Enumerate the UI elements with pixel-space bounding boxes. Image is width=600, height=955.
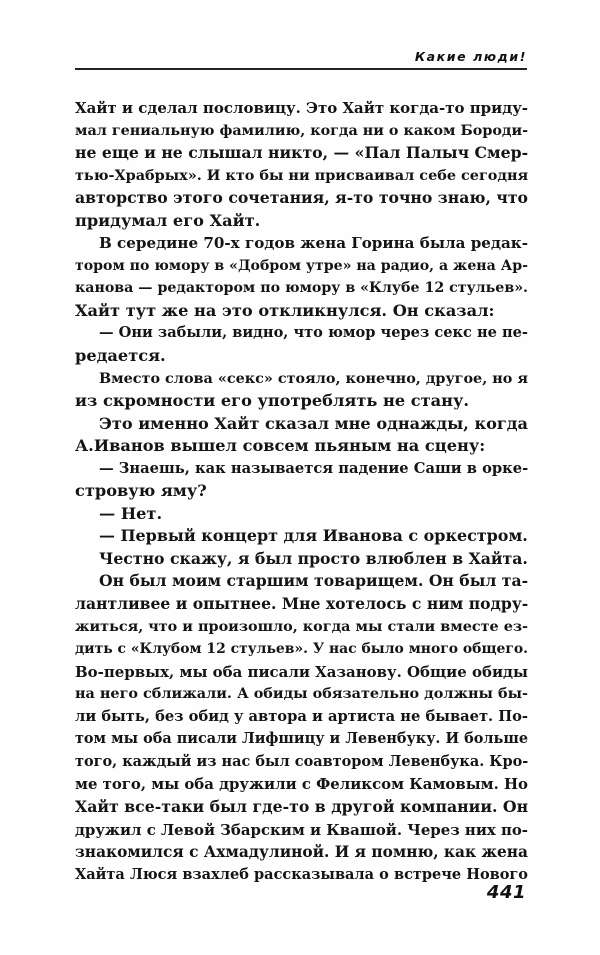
body-text [75,97,528,886]
text-line: — Знаешь, как называется падение Саши в орке- [99,459,529,477]
text-line: — Нет. [99,503,163,523]
text-line: А.Иванов вышел совсем пьяным на сцену: [75,436,486,456]
text-line: из скромности его употреблять не стану. [75,391,470,411]
header-rule [75,68,527,70]
text-line: знакомился с Ахмадулиной. И я помню, как жена [75,843,528,862]
text-line: авторство этого сочетания, я-то точно знаю, что [75,188,528,208]
text-line: Честно скажу, я был просто влюблен в Хайта. [99,548,528,568]
text-line: дить с «Клубом 12 стульев». У нас было много общего. [75,641,528,658]
text-line: редается. [75,346,166,366]
text-line: В середине 70-х годов жена Горина была редак- [99,234,529,253]
text-line: Вместо слова «секс» стояло, конечно, другое, но я [99,369,528,387]
text-line: ли быть, без обид у автора и артиста не бывает. По- [75,707,528,725]
page-number: 441 [486,882,526,903]
text-line: тором по юмору в «Добром утре» на радио, а жена Ар- [75,257,528,274]
text-line: лантливее и опытнее. Мне хотелось с ним подру- [75,594,529,614]
text-line: стровую яму? [75,481,207,501]
text-line: дружил с Левой Збарским и Квашой. Через них по- [75,820,528,839]
text-line: — Они забыли, видно, что юмор через секс не пе- [99,324,528,342]
text-line: тью-Храбрых». И кто бы ни присваивал себе сегодня [75,166,529,184]
text-line: Хайт тут же на это откликнулся. Он сказал: [75,300,495,320]
text-line: том мы оба писали Лифшицу и Левенбуку. И больше [75,730,528,748]
text-line: того, каждый из нас был соавтором Левенбука. Кро- [75,752,529,770]
text-line: житься, что и произошло, когда мы стали вместе ез- [75,617,528,635]
running-head: Какие люди! [414,49,527,64]
text-line: Это именно Хайт сказал мне однажды, когда [99,413,528,433]
text-line: не еще и не слышал никто, — «Пал Палыч Смер- [75,143,529,163]
text-line: канова — редактором по юмору в «Клубе 12 стульев». [75,280,528,297]
text-line: Хайт все-таки был где-то в другой компании. Он [75,796,529,816]
text-line: — Первый концерт для Иванова с оркестром. [99,526,528,546]
text-line: Хайта Люся взахлеб рассказывала о встрече Нового [75,865,528,883]
text-line: Он был моим старшим товарищем. Он был та- [99,571,529,591]
text-line: Во-первых, мы оба писали Хазанову. Общие обиды [75,662,528,681]
text-line: Хайт и сделал пословицу. Это Хайт когда-то приду- [75,99,528,117]
text-line: на него сближали. А обиды обязательно должны бы- [75,685,528,703]
text-line: ме того, мы оба дружили с Феликсом Камовым. Но [75,775,528,794]
text-line: придумал его Хайт. [75,210,261,230]
text-line: мал гениальную фамилию, когда ни о каком Бороди- [75,122,529,139]
